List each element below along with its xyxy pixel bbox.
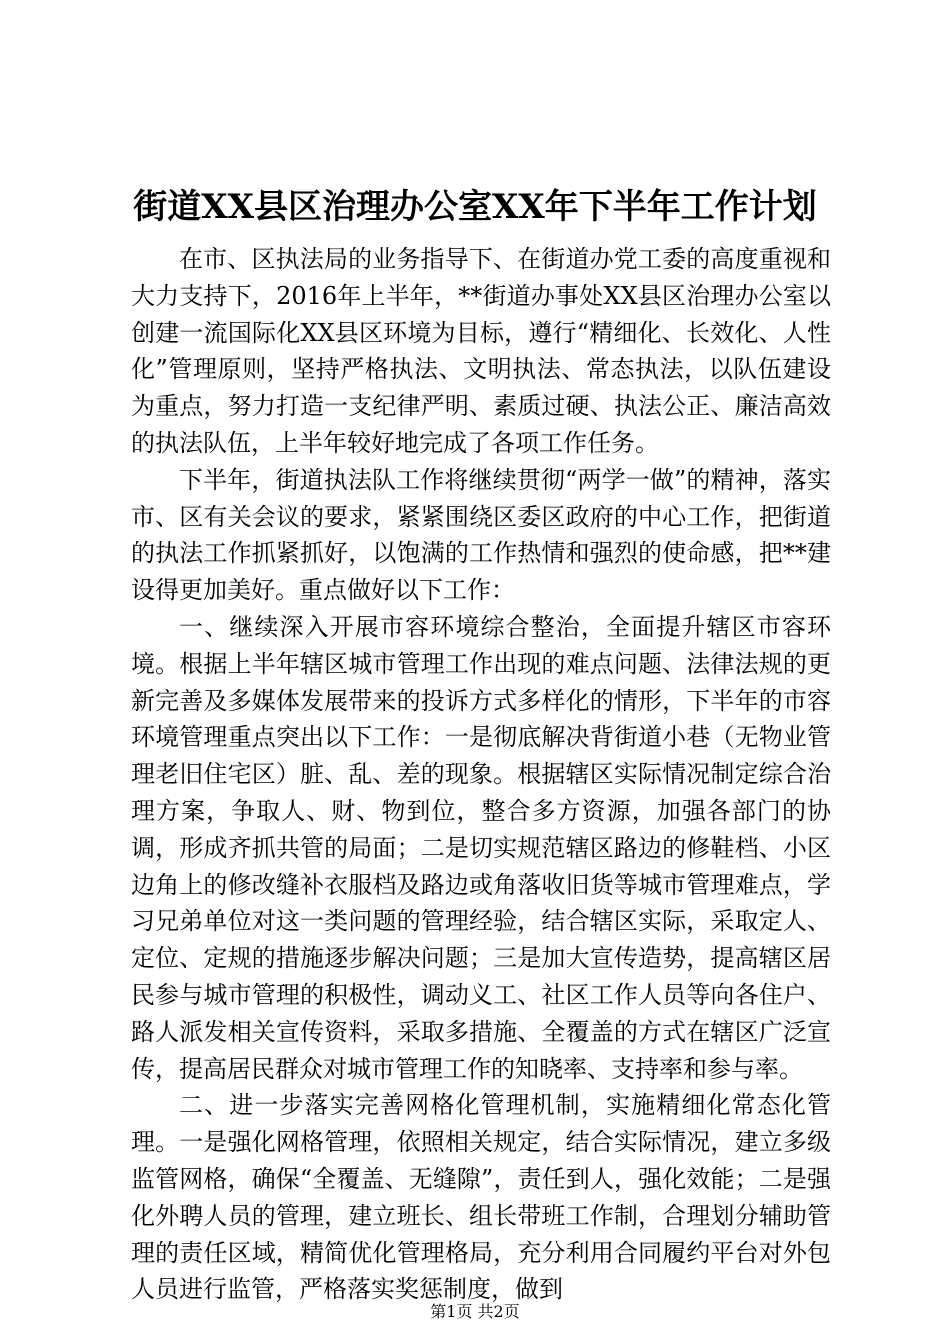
document-body [131, 241, 831, 1308]
page-number-footer: 第1页 共2页 [430, 1302, 520, 1321]
document-title: 街道XX县区治理办公室XX年下半年工作计划 [133, 187, 817, 227]
paragraph-section-two: 二、进一步落实完善网格化管理机制，实施精细化常态化管理。一是强化网格管理，依照相关规定，结合实际情况，建立多级监管网格，确保“全覆盖、无缝隙”，责任到人，强化效能；二是强化外聘人员的管理，建立班长、组长带班工作制，合理划分辅助管理的责任区域，精简优化管理格局，充分利用合同履约平台对外包人员进行监管，严格落实奖惩制度，做到 [131, 1091, 831, 1304]
paragraph-section-one: 一、继续深入开展市容环境综合整治，全面提升辖区市容环境。根据上半年辖区城市管理工作出现的难点问题、法律法规的更新完善及多媒体发展带来的投诉方式多样化的情形，下半年的市容环境管理重点突出以下工作：一是彻底解决背街道小巷（无物业管理老旧住宅区）脏、乱、差的现象。根据辖区实际情况制定综合治理方案，争取人、财、物到位，整合多方资源，加强各部门的协调，形成齐抓共管的局面；二是切实规范辖区路边的修鞋档、小区边角上的修改缝补衣服档及路边或角落收旧货等城市管理难点，学习兄弟单位对这一类问题的管理经验，结合辖区实际，采取定人、定位、定规的措施逐步解决问题；三是加大宣传造势，提高辖区居民参与城市管理的积极性，调动义工、社区工作人员等向各住户、路人派发相关宣传资料，采取多措施、全覆盖的方式在辖区广泛宣传，提高居民群众对城市管理工作的知晓率、支持率和参与率。 [131, 612, 831, 1083]
paragraph-second-half-plan: 下半年，街道执法队工作将继续贯彻“两学一做”的精神，落实市、区有关会议的要求，紧紧围绕区委区政府的中心工作，把街道的执法工作抓紧抓好，以饱满的工作热情和强烈的使命感，把**建设得更加美好。重点做好以下工作： [131, 465, 831, 605]
paragraph-intro: 在市、区执法局的业务指导下、在街道办党工委的高度重视和大力支持下，2016年上半年，**街道办事处XX县区治理办公室以创建一流国际化XX县区环境为目标，遵行“精细化、长效化、人性化”管理原则，坚持严格执法、文明执法、常态执法，以队伍建设为重点，努力打造一支纪律严明、素质过硬、执法公正、廉洁高效的执法队伍，上半年较好地完成了各项工作任务。 [131, 245, 831, 457]
